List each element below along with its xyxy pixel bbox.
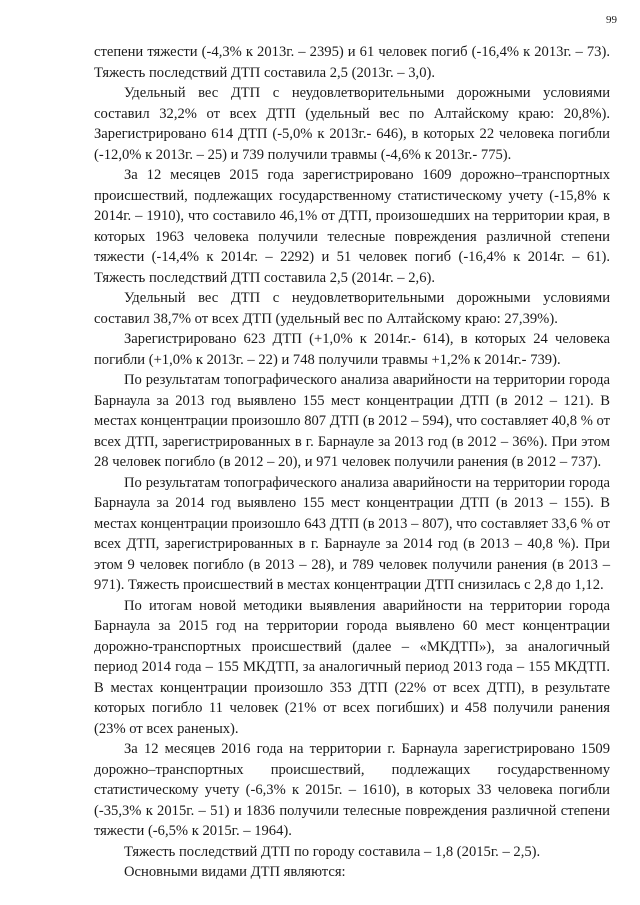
- paragraph: Зарегистрировано 623 ДТП (+1,0% к 2014г.- 614), в которых 24 человека погибли (+1,0% к 2013г. – 22) и 748 получили травмы +1,2% к 2014г.- 739).: [94, 331, 610, 368]
- paragraph: По итогам новой методики выявления аварийности на территории города Барнаула за 2015 год на территории города выявлено 60 мест концентрации дорожно-транспортных происшествий (далее – «МКДТП»), за аналогичный период 2014 года – 155 МКДТП, за аналогичный период 2013 года – 155 МКДТП. В местах концентрации произошло 353 ДТП (22% от всех ДТП), в результате которых погибло 11 человек (21% от всех погибших) и 458 получили ранения (23% от всех раненых).: [94, 597, 610, 737]
- paragraph: По результатам топографического анализа аварийности на территории города Барнаула за 2013 год выявлено 155 мест концентрации ДТП (в 2012 – 121). В местах концентрации произошло 807 ДТП (в 2012 – 594), что составляет 40,8 % от всех ДТП, зарегистрированных в г. Барнауле за 2013 год (в 2012 – 36%). При этом 28 человек погибло (в 2012 – 20), и 971 человек получили ранения (в 2012 – 737).: [94, 372, 610, 470]
- paragraph: За 12 месяцев 2016 года на территории г. Барнаула зарегистрировано 1509 дорожно–транспортных происшествий, подлежащих государственному статистическому учету (-6,3% к 2015г. – 1610), в которых 33 человека погибли (-35,3% к 2015г. – 51) и 1836 получили телесные повреждения различной степени тяжести (-6,5% к 2015г. – 1964).: [94, 741, 610, 839]
- page-number: 99: [606, 14, 617, 26]
- paragraph: За 12 месяцев 2015 года зарегистрировано 1609 дорожно–транспортных происшествий, подлежащих государственному статистическому учету (-15,8% к 2014г. – 1910), что составило 46,1% от ДТП, произошедших на территории края, в которых 1963 человека получили телесные повреждения различной степени тяжести (-14,4% к 2014г. – 2292) и 51 человек погиб (-16,4% к 2014г. – 61). Тяжесть последствий ДТП составила 2,5 (2014г. – 2,6).: [94, 167, 610, 286]
- paragraph: Удельный вес ДТП с неудовлетворительными дорожными условиями составил 32,2% от всех ДТП (удельный вес по Алтайскому краю: 20,8%). Зарегистрировано 614 ДТП (-5,0% к 2013г.- 646), в которых 22 человека погибли (-12,0% к 2013г. – 25) и 739 получили травмы (-4,6% к 2013г.- 775).: [94, 85, 610, 163]
- body-text: [94, 42, 610, 883]
- paragraph: По результатам топографического анализа аварийности на территории города Барнаула за 2014 год выявлено 155 мест концентрации ДТП (в 2013 – 155). В местах концентрации произошло 643 ДТП (в 2013 – 807), что составляет 33,6 % от всех ДТП, зарегистрированных в г. Барнауле за 2014 год (в 2013 – 40,8 %). При этом 9 человек погибло (в 2013 – 28), и 789 человек получили ранения (в 2013 – 971). Тяжесть происшествий в местах концентрации ДТП снизилась с 2,8 до 1,12.: [94, 474, 610, 593]
- paragraph: Тяжесть последствий ДТП по городу составила – 1,8 (2015г. – 2,5).: [124, 843, 541, 860]
- paragraph: Удельный вес ДТП с неудовлетворительными дорожными условиями составил 38,7% от всех ДТП (удельный вес по Алтайскому краю: 27,39%).: [94, 290, 610, 327]
- paragraph: Основными видами ДТП являются:: [124, 864, 346, 880]
- paragraph-continued: степени тяжести (-4,3% к 2013г. – 2395) и 61 человек погиб (-16,4% к 2013г. – 73). Тяжесть последствий ДТП составила 2,5 (2013г. – 3,0).: [94, 44, 610, 81]
